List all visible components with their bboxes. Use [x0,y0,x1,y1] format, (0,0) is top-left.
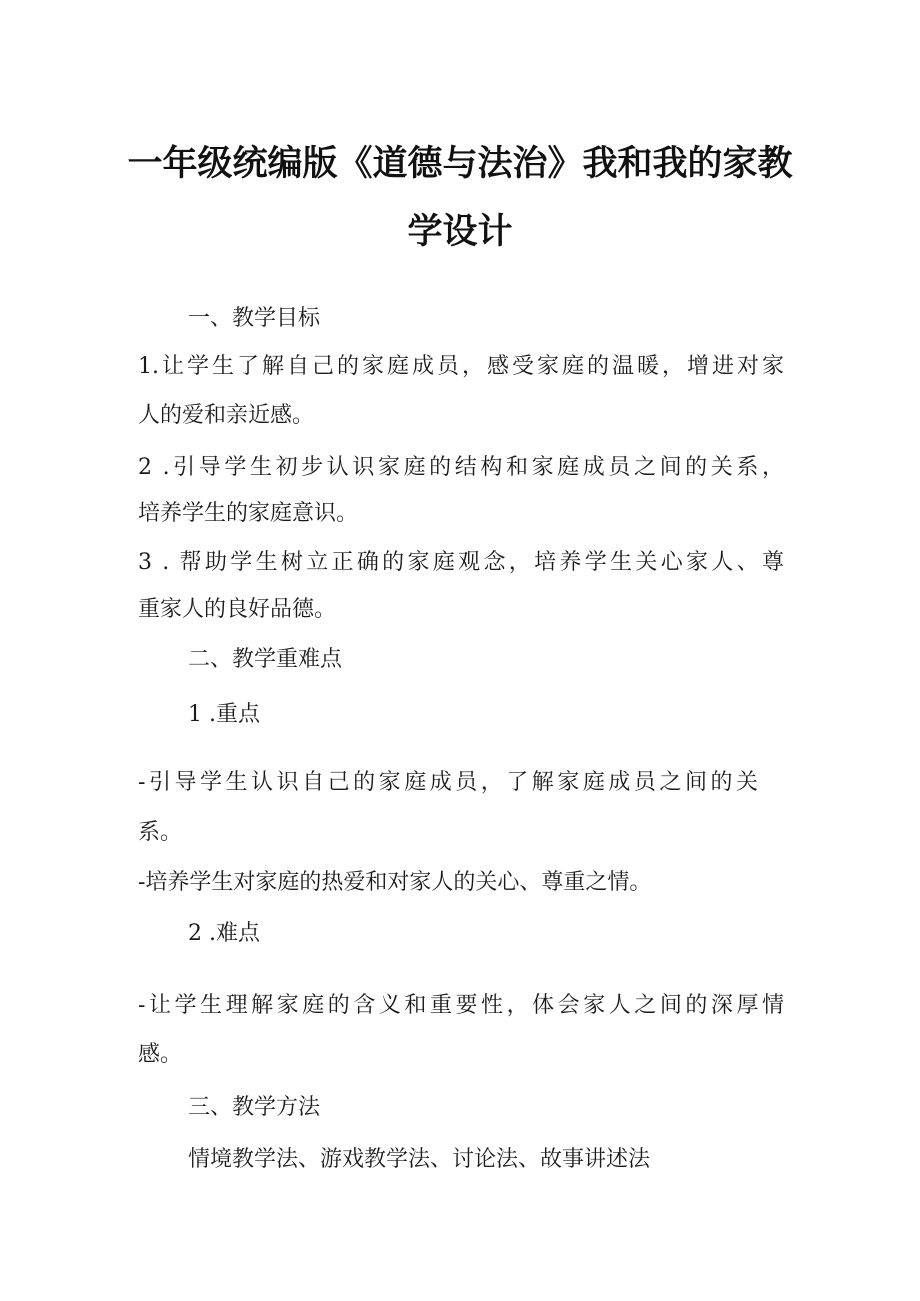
paragraph-line: -培养学生对家庭的热爱和对家人的关心、尊重之情。 [138,870,652,895]
paragraph-line: -引导学生认识自己的家庭成员，了解家庭成员之间的关 [138,770,758,795]
paragraph-line: 2 .引导学生初步认识家庭的结构和家庭成员之间的关系， [138,455,784,480]
paragraph-line: 系。 [138,820,183,845]
document-title-line-2: 学设计 [407,212,513,252]
document-title-line-1: 一年级统编版《道德与法治》我和我的家教 [127,144,793,184]
paragraph-line: 1.让学生了解自己的家庭成员，感受家庭的温暖，增进对家 [138,354,784,379]
paragraph-line: 培养学生的家庭意识。 [138,501,359,526]
subheading-key-point: 1 .重点 [188,702,260,727]
paragraph-line: 人的爱和亲近感。 [138,403,315,428]
section-heading-key-points: 二、教学重难点 [188,647,343,672]
section-heading-objectives: 一、教学目标 [188,306,321,331]
subheading-difficulty: 2 .难点 [188,921,260,946]
paragraph-line: 感。 [138,1042,183,1067]
paragraph-line: 重家人的良好品德。 [138,597,337,622]
paragraph-line: 3 . 帮助学生树立正确的家庭观念，培养学生关心家人、尊 [138,550,784,575]
section-heading-methods: 三、教学方法 [188,1095,321,1120]
paragraph-line: -让学生理解家庭的含义和重要性，体会家人之间的深厚情 [138,993,784,1018]
paragraph-line: 情境教学法、游戏教学法、讨论法、故事讲述法 [188,1147,651,1172]
